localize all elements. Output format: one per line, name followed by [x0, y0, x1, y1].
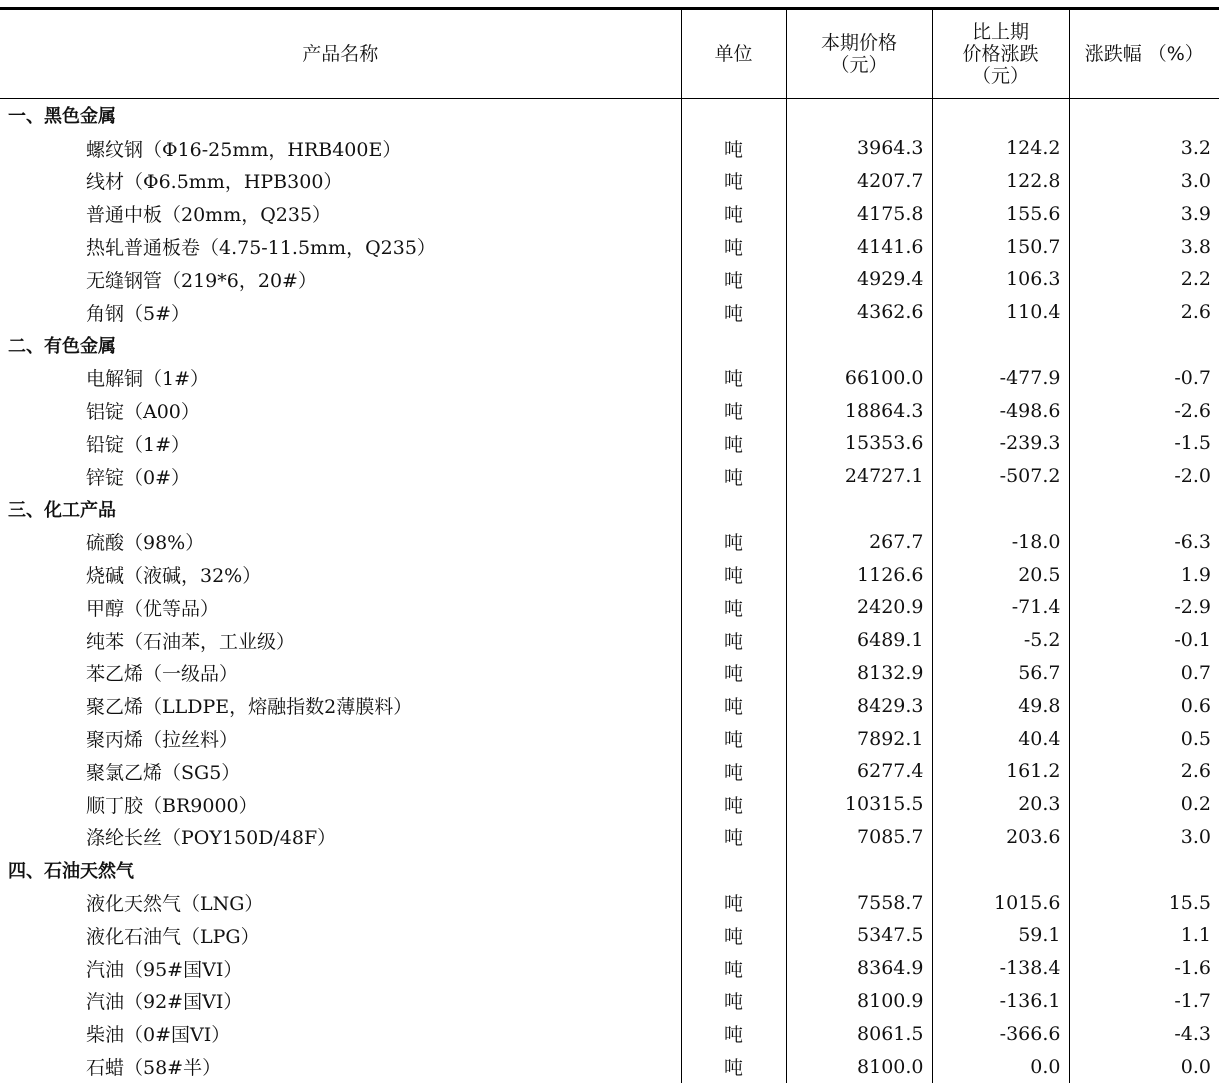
table-row	[0, 886, 1219, 919]
pct-cell: -0.7	[1069, 361, 1219, 394]
header-change-line3: （元）	[971, 65, 1029, 87]
category-label: 三、化工产品	[8, 499, 116, 521]
pct-cell: -4.3	[1069, 1017, 1219, 1050]
unit-cell: 吨	[681, 886, 786, 919]
price-cell: 8429.3	[786, 689, 932, 722]
header-change-line2: 价格涨跌	[962, 43, 1039, 65]
header-change	[932, 9, 1069, 99]
change-cell: 161.2	[932, 755, 1069, 788]
pct-cell-empty	[1069, 493, 1219, 526]
category-row	[0, 99, 1219, 132]
product-name-cell: 电解铜（1#）	[86, 368, 210, 391]
header-price	[786, 9, 932, 99]
table-row	[0, 132, 1219, 165]
change-cell-empty	[932, 99, 1069, 132]
price-cell: 6277.4	[786, 755, 932, 788]
price-cell: 18864.3	[786, 394, 932, 427]
unit-cell: 吨	[681, 394, 786, 427]
pct-cell: -2.0	[1069, 460, 1219, 493]
product-name-cell: 普通中板（20mm，Q235）	[86, 204, 332, 227]
price-cell: 7892.1	[786, 722, 932, 755]
table-row	[0, 722, 1219, 755]
pct-cell: 2.6	[1069, 755, 1219, 788]
product-name-cell: 角钢（5#）	[86, 302, 191, 325]
pct-cell: 0.5	[1069, 722, 1219, 755]
pct-cell: 1.1	[1069, 919, 1219, 952]
price-cell: 8100.9	[786, 985, 932, 1018]
unit-cell: 吨	[681, 952, 786, 985]
change-cell: -138.4	[932, 952, 1069, 985]
unit-cell: 吨	[681, 558, 786, 591]
unit-cell: 吨	[681, 197, 786, 230]
unit-cell: 吨	[681, 985, 786, 1018]
price-cell-empty	[786, 493, 932, 526]
pct-cell: 3.2	[1069, 132, 1219, 165]
price-cell-empty	[786, 853, 932, 886]
table-row	[0, 427, 1219, 460]
table-header	[0, 9, 1219, 99]
pct-cell: 3.0	[1069, 821, 1219, 854]
category-label: 二、有色金属	[8, 335, 116, 357]
change-cell-empty	[932, 853, 1069, 886]
price-cell: 66100.0	[786, 361, 932, 394]
change-cell: 1015.6	[932, 886, 1069, 919]
table-row	[0, 788, 1219, 821]
price-cell: 8061.5	[786, 1017, 932, 1050]
change-cell: 155.6	[932, 197, 1069, 230]
unit-cell: 吨	[681, 525, 786, 558]
unit-cell: 吨	[681, 919, 786, 952]
table-row	[0, 821, 1219, 854]
change-cell: 20.5	[932, 558, 1069, 591]
product-name-cell: 石蜡（58#半）	[86, 1057, 222, 1079]
price-table	[0, 7, 1219, 1083]
product-name-cell: 聚丙烯（拉丝料）	[86, 729, 239, 752]
header-change-line1: 比上期	[971, 21, 1029, 43]
category-row	[0, 853, 1219, 886]
change-cell: -71.4	[932, 591, 1069, 624]
product-name-cell: 螺纹钢（Φ16-25mm，HRB400E）	[86, 138, 402, 161]
table-row	[0, 1017, 1219, 1050]
table-row	[0, 657, 1219, 690]
change-cell: 40.4	[932, 722, 1069, 755]
price-cell: 15353.6	[786, 427, 932, 460]
header-unit: 单位	[681, 9, 786, 99]
price-cell: 8132.9	[786, 657, 932, 690]
unit-cell: 吨	[681, 755, 786, 788]
table-row	[0, 1050, 1219, 1083]
pct-cell: 3.0	[1069, 165, 1219, 198]
product-name-cell: 汽油（95#国VI）	[86, 958, 243, 981]
price-cell: 4362.6	[786, 296, 932, 329]
unit-cell: 吨	[681, 460, 786, 493]
price-cell-empty	[786, 329, 932, 362]
unit-cell: 吨	[681, 821, 786, 854]
change-cell: 110.4	[932, 296, 1069, 329]
price-cell: 4141.6	[786, 230, 932, 263]
product-name-cell: 线材（Φ6.5mm，HPB300）	[86, 171, 343, 194]
table-row	[0, 985, 1219, 1018]
pct-cell-empty	[1069, 99, 1219, 132]
price-cell: 1126.6	[786, 558, 932, 591]
pct-cell: 2.6	[1069, 296, 1219, 329]
header-pct: 涨跌幅 （%）	[1069, 9, 1219, 99]
change-cell: 0.0	[932, 1050, 1069, 1083]
product-name-cell: 聚氯乙烯（SG5）	[86, 761, 241, 784]
unit-cell: 吨	[681, 296, 786, 329]
pct-cell: 3.9	[1069, 197, 1219, 230]
category-row	[0, 329, 1219, 362]
change-cell: 56.7	[932, 657, 1069, 690]
change-cell: -18.0	[932, 525, 1069, 558]
product-name-cell: 涤纶长丝（POY150D/48F）	[86, 827, 337, 850]
change-cell: 122.8	[932, 165, 1069, 198]
category-label: 一、黑色金属	[8, 106, 116, 128]
table-row	[0, 919, 1219, 952]
pct-cell: -6.3	[1069, 525, 1219, 558]
product-name-cell: 铝锭（A00）	[86, 401, 200, 424]
price-cell: 5347.5	[786, 919, 932, 952]
unit-cell: 吨	[681, 1050, 786, 1083]
product-name-cell: 无缝钢管（219*6，20#）	[86, 269, 317, 292]
pct-cell: -2.6	[1069, 394, 1219, 427]
product-name-cell: 汽油（92#国VI）	[86, 991, 243, 1014]
unit-cell: 吨	[681, 1017, 786, 1050]
header-product-name: 产品名称	[0, 9, 681, 99]
product-name-cell: 锌锭（0#）	[86, 466, 191, 489]
pct-cell: 0.6	[1069, 689, 1219, 722]
price-cell: 4175.8	[786, 197, 932, 230]
change-cell-empty	[932, 493, 1069, 526]
price-cell: 10315.5	[786, 788, 932, 821]
product-name-cell: 顺丁胶（BR9000）	[86, 794, 258, 817]
change-cell-empty	[932, 329, 1069, 362]
unit-cell-empty	[681, 853, 786, 886]
product-name-cell: 甲醇（优等品）	[86, 597, 220, 620]
price-cell: 7085.7	[786, 821, 932, 854]
change-cell: -239.3	[932, 427, 1069, 460]
table-row	[0, 558, 1219, 591]
pct-cell: 2.2	[1069, 263, 1219, 296]
pct-cell: 0.7	[1069, 657, 1219, 690]
unit-cell-empty	[681, 493, 786, 526]
table-row	[0, 525, 1219, 558]
table-row	[0, 624, 1219, 657]
product-name-cell: 聚乙烯（LLDPE，熔融指数2薄膜料）	[86, 696, 413, 719]
product-name-cell: 烧碱（液碱，32%）	[86, 565, 262, 588]
unit-cell-empty	[681, 99, 786, 132]
price-cell: 8100.0	[786, 1050, 932, 1083]
change-cell: 203.6	[932, 821, 1069, 854]
table-row	[0, 296, 1219, 329]
pct-cell-empty	[1069, 853, 1219, 886]
pct-cell-empty	[1069, 329, 1219, 362]
price-cell: 4929.4	[786, 263, 932, 296]
change-cell: -507.2	[932, 460, 1069, 493]
unit-cell: 吨	[681, 427, 786, 460]
product-name-cell: 铅锭（1#）	[86, 433, 191, 456]
product-name-cell: 硫酸（98%）	[86, 532, 205, 555]
table-row	[0, 165, 1219, 198]
table-row	[0, 952, 1219, 985]
category-label: 四、石油天然气	[8, 860, 134, 882]
product-name-cell: 液化石油气（LPG）	[86, 925, 260, 948]
category-row	[0, 493, 1219, 526]
change-cell: 20.3	[932, 788, 1069, 821]
unit-cell: 吨	[681, 722, 786, 755]
unit-cell: 吨	[681, 689, 786, 722]
product-name-cell: 苯乙烯（一级品）	[86, 663, 239, 686]
product-name-cell: 液化天然气（LNG）	[86, 893, 264, 916]
price-cell: 2420.9	[786, 591, 932, 624]
change-cell: 59.1	[932, 919, 1069, 952]
table-row	[0, 591, 1219, 624]
change-cell: 150.7	[932, 230, 1069, 263]
price-cell: 24727.1	[786, 460, 932, 493]
unit-cell: 吨	[681, 788, 786, 821]
table-row	[0, 394, 1219, 427]
price-cell: 6489.1	[786, 624, 932, 657]
header-price-line1: 本期价格	[820, 32, 897, 54]
table-row	[0, 263, 1219, 296]
change-cell: 106.3	[932, 263, 1069, 296]
pct-cell: -1.7	[1069, 985, 1219, 1018]
table-row	[0, 361, 1219, 394]
pct-cell: 3.8	[1069, 230, 1219, 263]
unit-cell: 吨	[681, 263, 786, 296]
table-body	[0, 99, 1219, 1083]
pct-cell: 1.9	[1069, 558, 1219, 591]
pct-cell: 15.5	[1069, 886, 1219, 919]
table-row	[0, 230, 1219, 263]
pct-cell: -2.9	[1069, 591, 1219, 624]
change-cell: -136.1	[932, 985, 1069, 1018]
table-row	[0, 755, 1219, 788]
product-name-cell: 纯苯（石油苯，工业级）	[86, 630, 296, 653]
price-cell: 267.7	[786, 525, 932, 558]
price-cell: 8364.9	[786, 952, 932, 985]
product-name-cell: 热轧普通板卷（4.75-11.5mm，Q235）	[86, 237, 436, 260]
pct-cell: 0.0	[1069, 1050, 1219, 1083]
change-cell: -498.6	[932, 394, 1069, 427]
unit-cell-empty	[681, 329, 786, 362]
header-price-line2: （元）	[830, 54, 888, 76]
unit-cell: 吨	[681, 361, 786, 394]
price-cell-empty	[786, 99, 932, 132]
table-row	[0, 689, 1219, 722]
table-row	[0, 197, 1219, 230]
table-row	[0, 460, 1219, 493]
unit-cell: 吨	[681, 624, 786, 657]
pct-cell: -1.6	[1069, 952, 1219, 985]
change-cell: 49.8	[932, 689, 1069, 722]
unit-cell: 吨	[681, 591, 786, 624]
unit-cell: 吨	[681, 132, 786, 165]
price-cell: 7558.7	[786, 886, 932, 919]
price-cell: 3964.3	[786, 132, 932, 165]
unit-cell: 吨	[681, 165, 786, 198]
change-cell: -477.9	[932, 361, 1069, 394]
pct-cell: -1.5	[1069, 427, 1219, 460]
change-cell: 124.2	[932, 132, 1069, 165]
change-cell: -366.6	[932, 1017, 1069, 1050]
price-cell: 4207.7	[786, 165, 932, 198]
product-name-cell: 柴油（0#国VI）	[86, 1024, 231, 1047]
unit-cell: 吨	[681, 230, 786, 263]
pct-cell: 0.2	[1069, 788, 1219, 821]
unit-cell: 吨	[681, 657, 786, 690]
pct-cell: -0.1	[1069, 624, 1219, 657]
change-cell: -5.2	[932, 624, 1069, 657]
